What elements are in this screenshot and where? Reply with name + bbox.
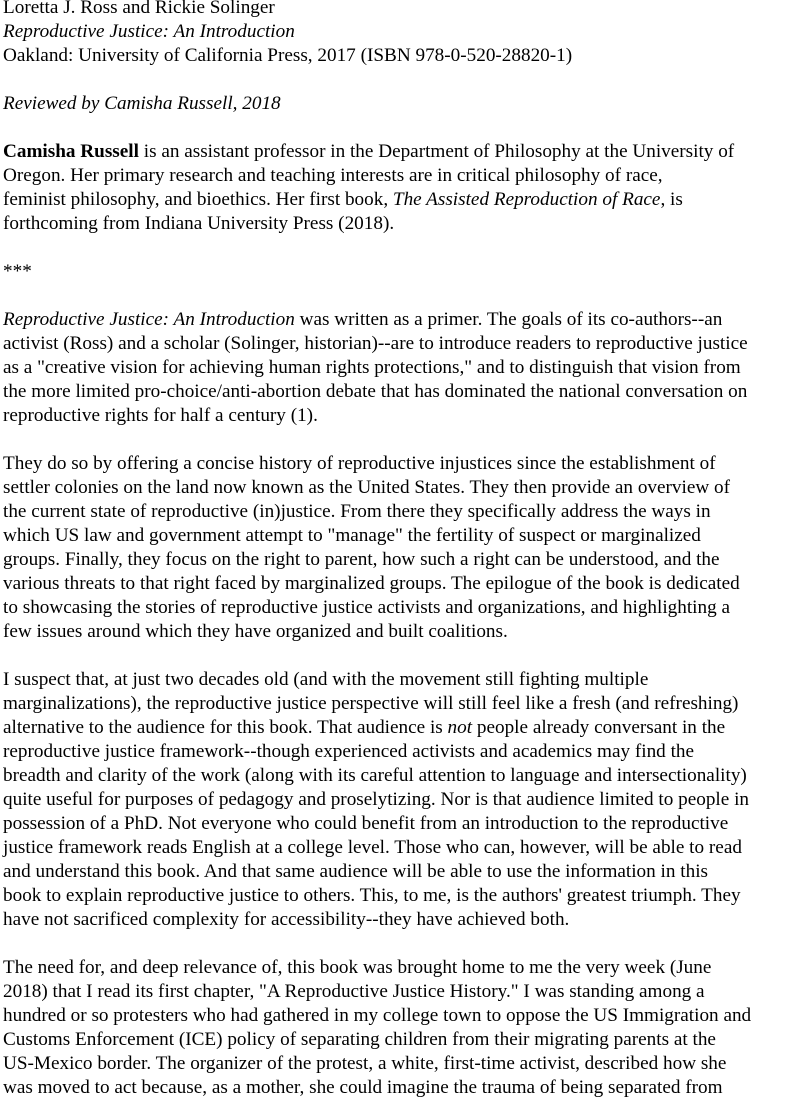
- paragraph-line: groups. Finally, they focus on the right to parent, how such a right can be understood, and the: [3, 549, 720, 570]
- paragraph-line: to showcasing the stories of reproductive justice activists and organizations, and highlighting a: [3, 597, 731, 618]
- paragraph-line: the current state of reproductive (in)justice. From there they specifically address the ways in: [3, 501, 711, 522]
- paragraph-text: alternative to the audience for this book. That audience is: [3, 717, 448, 738]
- paragraph-line: as a "creative vision for achieving human rights protections," and to distinguish that vision from: [3, 357, 741, 378]
- bio-text: is an assistant professor in the Department of Philosophy at the University of: [138, 141, 735, 162]
- paragraph-line: [3, 716, 800, 740]
- section-separator: ***: [3, 261, 32, 282]
- bio-line: forthcoming from Indiana University Press (2018).: [3, 213, 395, 234]
- publication-info: Oakland: University of California Press, 2017 (ISBN 978-0-520-28820-1): [3, 45, 573, 66]
- bio-text: feminist philosophy, and bioethics. Her first book,: [3, 189, 393, 210]
- bio-line: Oregon. Her primary research and teaching interests are in critical philosophy of race,: [3, 165, 663, 186]
- bio-line: [3, 140, 800, 164]
- paragraph-line: was moved to act because, as a mother, she could imagine the trauma of being separated from: [3, 1077, 723, 1098]
- bio-line: [3, 188, 800, 212]
- paragraph-line: few issues around which they have organized and built coalitions.: [3, 621, 508, 642]
- paragraph-line: reproductive rights for half a century (1).: [3, 405, 318, 426]
- paragraph-line: and understand this book. And that same audience will be able to use the information in this: [3, 861, 708, 882]
- reviewer-credit: Reviewed by Camisha Russell, 2018: [3, 93, 281, 114]
- paragraph-line: which US law and government attempt to "manage" the fertility of suspect or marginalized: [3, 525, 701, 546]
- paragraph-line: various threats to that right faced by marginalized groups. The epilogue of the book is dedicated: [3, 573, 740, 594]
- paragraph-line: Customs Enforcement (ICE) policy of separating children from their migrating parents at the: [3, 1029, 716, 1050]
- paragraph-line: I suspect that, at just two decades old (and with the movement still fighting multiple: [3, 669, 649, 690]
- paragraph-line: possession of a PhD. Not everyone who could benefit from an introduction to the reproductive: [3, 813, 729, 834]
- paragraph-line: US-Mexico border. The organizer of the protest, a white, first-time activist, described how she: [3, 1053, 727, 1074]
- paragraph-line: book to explain reproductive justice to others. This, to me, is the authors' greatest triumph. They: [3, 885, 741, 906]
- paragraph-text: people already conversant in the: [472, 717, 726, 738]
- paragraph-text: was written as a primer. The goals of its co-authors--an: [294, 309, 723, 330]
- paragraph-line: settler colonies on the land now known as the United States. They then provide an overview of: [3, 477, 730, 498]
- spacer: [3, 236, 800, 260]
- paragraph-line: 2018) that I read its first chapter, "A Reproductive Justice History." I was standing among a: [3, 981, 705, 1002]
- spacer: [3, 68, 800, 92]
- paragraph-line: The need for, and deep relevance of, this book was brought home to me the very week (June: [3, 957, 712, 978]
- spacer: [3, 284, 800, 308]
- book-title-inline: Reproductive Justice: An Introduction: [3, 309, 295, 330]
- paragraph-line: hundred or so protesters who had gathered in my college town to oppose the US Immigration and: [3, 1005, 752, 1026]
- paragraph-line: reproductive justice framework--though experienced activists and academics may find the: [3, 741, 695, 762]
- paragraph-line: quite useful for purposes of pedagogy and proselytizing. Nor is that audience limited to people in: [3, 789, 749, 810]
- book-title: Reproductive Justice: An Introduction: [3, 21, 295, 42]
- spacer: [3, 644, 800, 668]
- paragraph-line: activist (Ross) and a scholar (Solinger, historian)--are to introduce readers to reproductive justice: [3, 333, 748, 354]
- paragraph-line: have not sacrificed complexity for accessibility--they have achieved both.: [3, 909, 570, 930]
- paragraph-line: [3, 308, 800, 332]
- spacer: [3, 428, 800, 452]
- review-document: [3, 0, 800, 1100]
- reviewer-book-title: The Assisted Reproduction of Race: [392, 189, 661, 210]
- bio-text: , is: [660, 189, 683, 210]
- paragraph-line: breadth and clarity of the work (along with its careful attention to language and intersectionality): [3, 765, 747, 786]
- paragraph-line: marginalizations), the reproductive justice perspective will still feel like a fresh (and refreshing): [3, 693, 739, 714]
- book-authors: Loretta J. Ross and Rickie Solinger: [3, 0, 275, 18]
- spacer: [3, 116, 800, 140]
- emphasis-word: not: [447, 717, 473, 738]
- reviewer-name: Camisha Russell: [3, 141, 139, 162]
- paragraph-line: They do so by offering a concise history of reproductive injustices since the establishment of: [3, 453, 716, 474]
- paragraph-line: justice framework reads English at a college level. Those who can, however, will be able to read: [3, 837, 742, 858]
- paragraph-line: the more limited pro-choice/anti-abortion debate that has dominated the national conversation on: [3, 381, 748, 402]
- spacer: [3, 932, 800, 956]
